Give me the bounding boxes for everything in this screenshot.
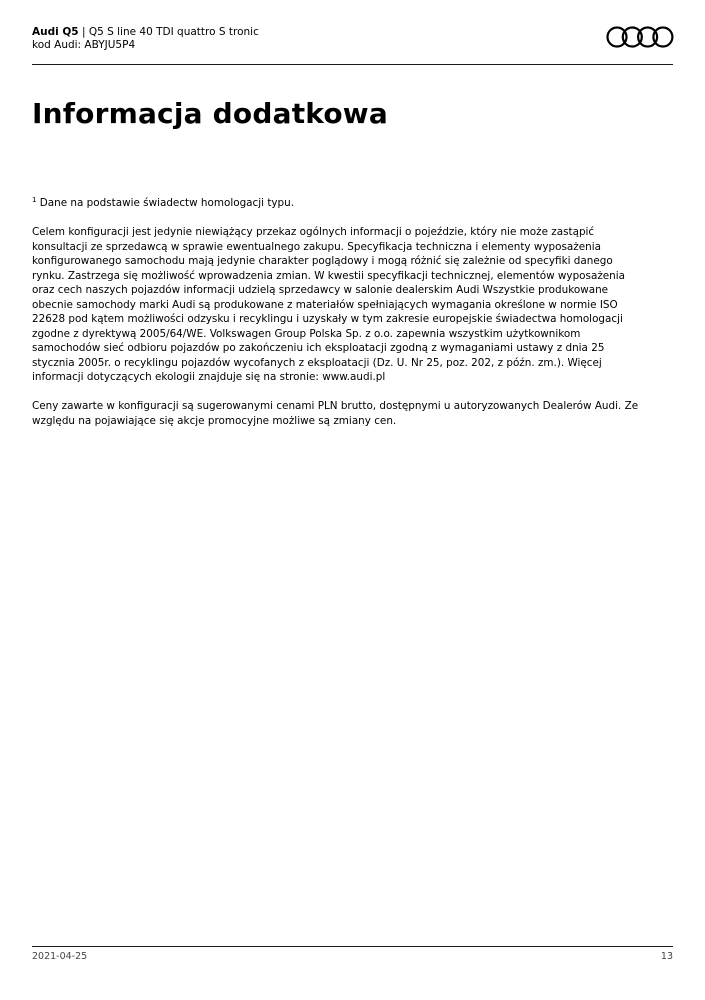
paragraph-disclaimer: Celem konfiguracji jest jedynie niewiążący przekaz ogólnych informacji o pojeździe, który nie może zastąpić konsultacji ze sprzedawcą w sprawie ewentualnego zakupu. Specyfikacja techniczna i elementy wyposażenia konfigurowanego samochodu mają jedynie charakter poglądowy i mogą różnić się zależnie od specyfiki danego rynku. Zastrzega się możliwość wprowadzenia zmian. W kwestii specyfikacji technicznej, elementów wyposażenia oraz cech naszych pojazdów informacji udzielą sprzedawcy w salonie dealerskim Audi Wszystkie produkowane obecnie samochody marki Audi są produkowane z materiałów spełniających wymagania określone w normie ISO 22628 pod kątem możliwości odzysku i recyklingu i uzyskały w tym zakresie europejskie świadectwa homologacji zgodne z dyrektywą 2005/64/WE. Volkswagen Group Polska Sp. z o.o. zapewnia wszystkim użytkownikom samochodów sieć odbioru pojazdów po zakończeniu ich eksploatacji zgodną z wymaganiami ustawy z dnia 25 stycznia 2005r. o recyklingu pojazdów wycofanych z eksploatacji (Dz. U. Nr 25, poz. 202, z późn. zm.). Więcej informacji dotyczących ekologii znajduje się na stronie: www.audi.pl — [32, 226, 626, 383]
footnote-text: Dane na podstawie świadectw homologacji typu. — [36, 197, 295, 209]
content-body — [32, 196, 642, 443]
paragraph-prices: Ceny zawarte w konfiguracji są sugerowanymi cenami PLN brutto, dostępnymi u autoryzowanych Dealerów Audi. Ze względu na pojawiające się akcje promocyjne możliwe są zmiany cen. — [32, 400, 639, 427]
header-variant: Q5 S line 40 TDI quattro S tronic — [88, 26, 259, 38]
header-model: Audi Q5 — [32, 26, 79, 38]
header-model-line — [32, 26, 259, 39]
header-divider — [32, 64, 673, 65]
page-title: Informacja dodatkowa — [32, 97, 388, 130]
footnote — [32, 196, 642, 211]
audi-rings-icon — [606, 24, 674, 50]
header-separator: | — [78, 26, 89, 38]
document-header — [32, 26, 673, 66]
header-text — [32, 26, 259, 52]
footer-divider — [32, 946, 673, 947]
page-number: 13 — [660, 951, 673, 962]
footer-date: 2021-04-25 — [32, 951, 88, 962]
footnote-marker: 1 — [32, 196, 37, 204]
header-code: kod Audi: ABYJU5P4 — [32, 39, 136, 51]
